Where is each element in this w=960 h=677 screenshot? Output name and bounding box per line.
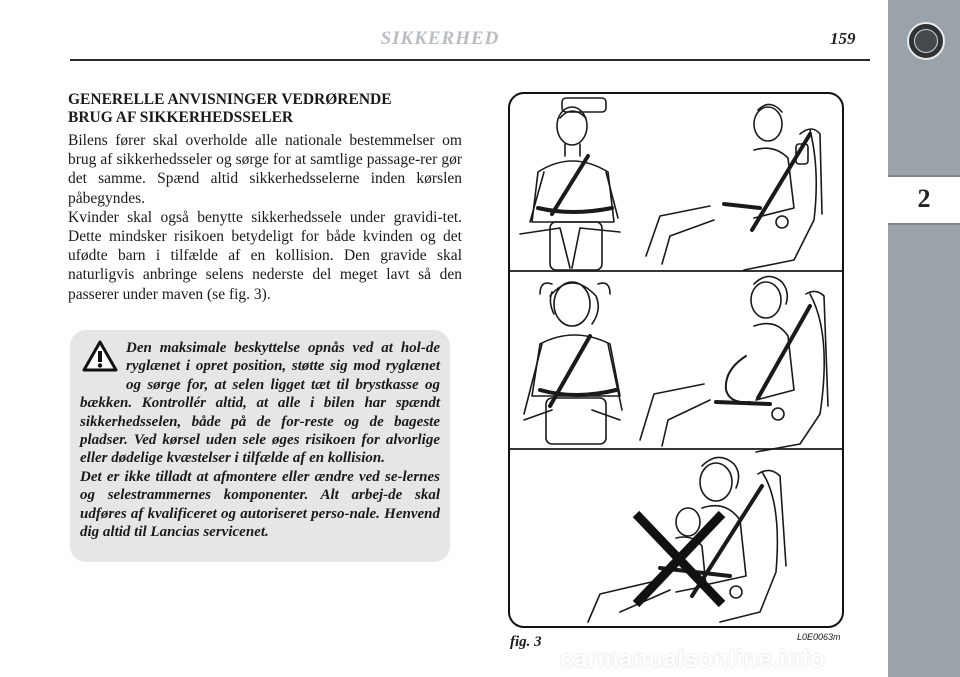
figure-code: L0E0063m xyxy=(797,632,841,642)
running-title: SIKKERHED xyxy=(380,28,500,49)
warning-paragraph-2: Det er ikke tilladt at afmontere eller ændre ved se-lernes og selestrammernes komponenter. Alt arbej-de skal udføres af kvalificeret og autoriseret perso-nale. Henvend dig altid til Lancias servicenet. xyxy=(80,468,440,541)
body-paragraph-2: Kvinder skal også benytte sikkerhedssele under gravidi-tet. Dette mindsker risikoen betydeligt for både kvinden og det ufødte barn i tilfælde af en kollision. Den gravide skal naturligvis anbringe selens nederste del meget lavt så den passerer under maven (se fig. 3). xyxy=(68,208,462,303)
woman-front-illustration xyxy=(524,282,622,444)
man-side-illustration xyxy=(646,104,822,270)
body-text xyxy=(68,131,462,304)
woman-with-child-illustration xyxy=(588,457,786,622)
pregnant-woman-side-illustration xyxy=(640,276,828,452)
man-front-illustration xyxy=(520,98,620,270)
body-paragraph-1: Bilens fører skal overholde alle nationale bestemmelser om brug af sikkerhedsseler og sørge for at samtlige passage-rer gør det samme. Spænd altid sikkerhedsselerne inden kørslen påbegyndes. xyxy=(68,132,462,207)
lancia-logo xyxy=(907,22,945,60)
section-heading-line2: BRUG AF SIKKERHEDSSELER xyxy=(68,109,294,126)
lancia-logo-emblem xyxy=(914,29,938,53)
chapter-sidebar xyxy=(888,0,960,677)
chapter-tab[interactable] xyxy=(888,175,960,225)
chapter-number: 2 xyxy=(917,184,931,213)
figure-caption: fig. 3 xyxy=(510,634,542,650)
seatbelt-figure xyxy=(508,92,844,628)
section-heading-line1: GENERELLE ANVISNINGER VEDRØRENDE xyxy=(68,91,392,108)
prohibited-cross-icon xyxy=(636,514,722,604)
header-rule xyxy=(70,59,870,61)
page-number: 159 xyxy=(830,29,856,48)
watermark: carmanualsonline.info xyxy=(560,646,826,673)
section-heading xyxy=(68,91,458,127)
warning-text xyxy=(80,339,440,541)
warning-paragraph-1: Den maksimale beskyttelse opnås ved at hol-de ryglænet i opret position, støtte sig mod ryglænet og sørge for, at selen ligget tæt til brystkasse og bækken. Kontrollér altid, at alle i bilen har spændt sikkerhedsselen, både på de for-reste og de bageste pladser. Ved kørsel uden sele øges risikoen for alvorlige eller dødelige kvæstelser i tilfælde af en kollision. xyxy=(80,340,440,467)
